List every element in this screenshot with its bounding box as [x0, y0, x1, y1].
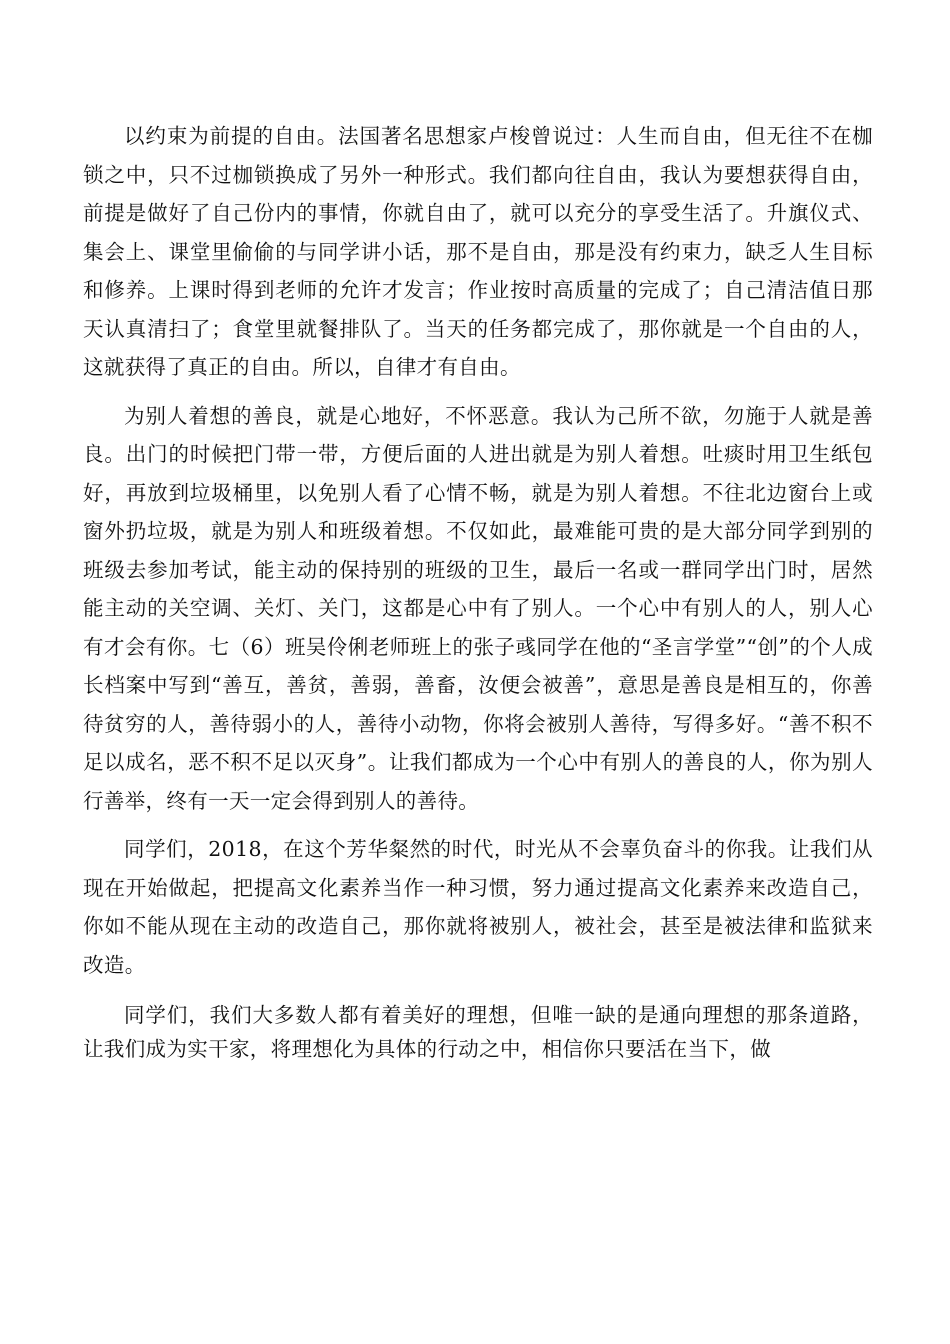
paragraph-kindness: 为别人着想的善良，就是心地好，不怀恶意。我认为己所不欲，勿施于人就是善良。出门的时候把门带一带，方便后面的人进出就是为别人着想。吐痰时用卫生纸包好，再放到垃圾桶里，以免别人看了心情不畅，就是为别人着想。不往北边窗台上或窗外扔垃圾，就是为别人和班级着想。不仅如此，最难能可贵的是大部分同学到别的班级去参加考试，能主动的保持别的班级的卫生，最后一名或一群同学出门时，居然能主动的关空调、关灯、关门，这都是心中有了别人。一个心中有别人的人，别人心有才会有你。七（6）班吴伶俐老师班上的张子彧同学在他的“圣言学堂”“创”的个人成长档案中写到“善互，善贫，善弱，善畜，汝便会被善”，意思是善良是相互的，你善待贫穷的人，善待弱小的人，善待小动物，你将会被别人善待，写得多好。“善不积不足以成名，恶不积不足以灭身”。让我们都成为一个心中有别人的善良的人，你为别人行善举，终有一天一定会得到别人的善待。	[83, 403, 873, 813]
paragraph-ideals: 同学们，我们大多数人都有着美好的理想，但唯一缺的是通向理想的那条道路，让我们成为实干家，将理想化为具体的行动之中，相信你只要活在当下，做	[83, 1003, 873, 1061]
paragraph-2018: 同学们，2018，在这个芳华粲然的时代，时光从不会辜负奋斗的你我。让我们从现在开始做起，把提高文化素养当作一种习惯，努力通过提高文化素养来改造自己，你如不能从现在主动的改造自己，那你就将被别人，被社会，甚至是被法律和监狱来改造。	[83, 837, 873, 977]
paragraph-freedom: 以约束为前提的自由。法国著名思想家卢梭曾说过：人生而自由，但无往不在枷锁之中，只不过枷锁换成了另外一种形式。我们都向往自由，我认为要想获得自由，前提是做好了自己份内的事情，你就自由了，就可以充分的享受生活了。升旗仪式、集会上、课堂里偷偷的与同学讲小话，那不是自由，那是没有约束力，缺乏人生目标和修养。上课时得到老师的允许才发言；作业按时高质量的完成了；自己清洁值日那天认真清扫了；食堂里就餐排队了。当天的任务都完成了，那你就是一个自由的人，这就获得了真正的自由。所以，自律才有自由。	[83, 124, 873, 379]
